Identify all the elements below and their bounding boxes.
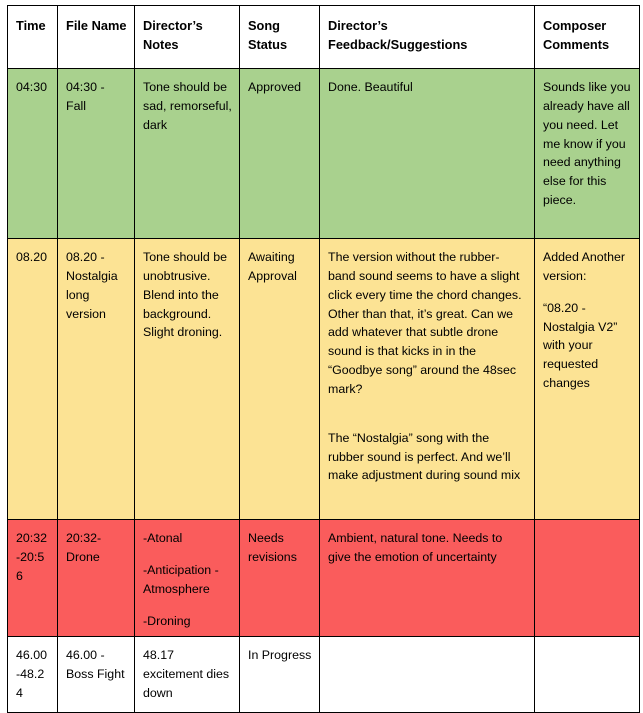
cell-composer-comments: [535, 520, 640, 637]
column-header-time: Time: [8, 6, 58, 69]
table-row: [8, 69, 640, 239]
table-body: [8, 69, 640, 713]
cell-song-status: Approved: [240, 69, 320, 239]
column-header-directors-feedback: Director’s Feedback/Suggestions: [320, 6, 535, 69]
note-line: -Anticipation - Atmosphere: [143, 562, 219, 596]
cell-composer-comments: [535, 637, 640, 713]
cell-file-name: 08.20 - Nostalgia long version: [58, 239, 135, 520]
cell-directors-notes: 48.17 excitement dies down: [135, 637, 240, 713]
cell-time: 46.00-48.24: [8, 637, 58, 713]
table-row: [8, 239, 640, 520]
feedback-paragraph: The “Nostalgia” song with the rubber sound is perfect. And we’ll make adjustment during sound mix: [328, 430, 521, 483]
empty-composer-comments: [543, 646, 632, 647]
cell-directors-feedback: [320, 637, 535, 713]
column-header-file-name: File Name: [58, 6, 135, 69]
composer-paragraph: Sounds like you already have all you need. Let me know if you need anything else for this piece.: [543, 80, 631, 208]
note-line: -Droning: [143, 613, 191, 628]
cell-time: 20:32-20:56: [8, 520, 58, 637]
cell-file-name: 20:32- Drone: [58, 520, 135, 637]
composer-paragraph: “08.20 - Nostalgia V2” with your requested changes: [543, 300, 618, 391]
cell-directors-feedback: [320, 239, 535, 520]
cell-directors-feedback: [320, 520, 535, 637]
song-feedback-table: [7, 5, 640, 713]
cell-directors-notes: [135, 520, 240, 637]
cell-song-status: In Progress: [240, 637, 320, 713]
table-header-row: [8, 6, 640, 69]
empty-composer-comments: [543, 529, 632, 530]
cell-file-name: 04:30 - Fall: [58, 69, 135, 239]
column-header-directors-notes: Director’s Notes: [135, 6, 240, 69]
table-row: [8, 520, 640, 637]
column-header-song-status: Song Status: [240, 6, 320, 69]
table-row: [8, 637, 640, 713]
composer-paragraph: Added Another version:: [543, 250, 625, 283]
cell-song-status: Awaiting Approval: [240, 239, 320, 520]
cell-time: 08.20: [8, 239, 58, 520]
table-header: [8, 6, 640, 69]
cell-song-status: Needs revisions: [240, 520, 320, 637]
feedback-paragraph: Done. Beautiful: [328, 80, 413, 94]
cell-composer-comments: [535, 69, 640, 239]
feedback-paragraph: The version without the rubber-band sound seems to have a slight click every time the chord changes. Other than that, it’s great. Can we add whatever that subtle drone sound is that kicks in in the “Goodbye song” around the 48sec mark?: [328, 250, 522, 396]
cell-directors-feedback: [320, 69, 535, 239]
note-line: -Atonal: [143, 531, 183, 545]
cell-directors-notes: Tone should be sad, remorseful, dark: [135, 69, 240, 239]
cell-time: 04:30: [8, 69, 58, 239]
feedback-paragraph: Ambient, natural tone. Needs to give the emotion of uncertainty: [328, 531, 503, 564]
cell-directors-notes: Tone should be unobtrusive. Blend into the background. Slight droning.: [135, 239, 240, 520]
cell-composer-comments: [535, 239, 640, 520]
empty-directors-feedback: [328, 646, 527, 647]
cell-file-name: 46.00 - Boss Fight: [58, 637, 135, 713]
column-header-composer-comments: Composer Comments: [535, 6, 640, 69]
